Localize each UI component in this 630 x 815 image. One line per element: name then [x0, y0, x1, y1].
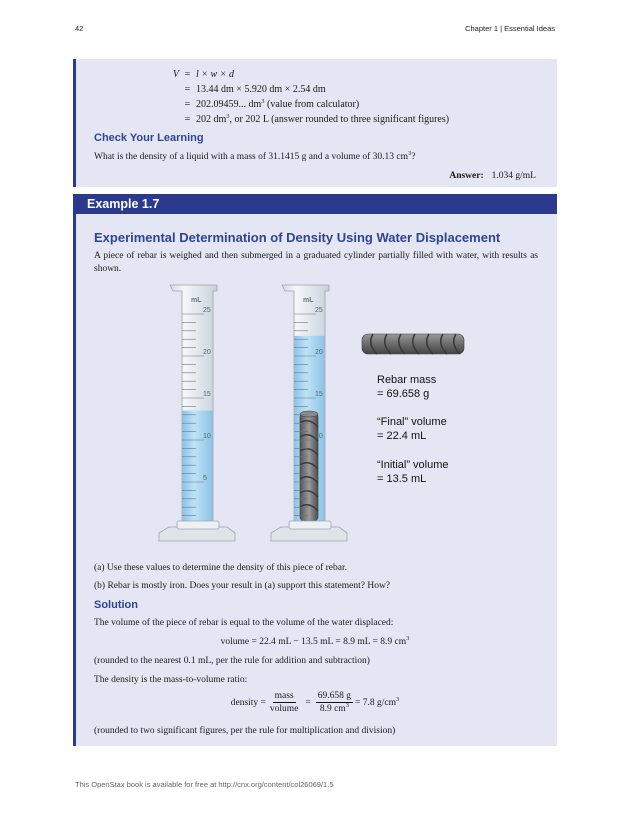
math-row	[96, 112, 449, 127]
cylinder-final	[271, 285, 347, 541]
tick-label: 10	[203, 433, 211, 440]
math-equals: =	[184, 114, 191, 125]
tick-label: 10	[315, 433, 323, 440]
final-volume-label: “Final” volume = 22.4 mL	[377, 416, 447, 442]
tick-label: 15	[315, 391, 323, 398]
math-lhs: V	[172, 69, 179, 80]
chapter-title: Chapter 1 | Essential Ideas	[465, 24, 555, 33]
example-title: Experimental Determination of Density Using Water Displacement	[94, 230, 501, 245]
unit-label: mL	[303, 297, 314, 304]
example-intro: A piece of rebar is weighed and then submerged in a graduated cylinder partially filled with water, with results as shown.	[94, 251, 538, 274]
mass-volume-fraction: $\frac{\text{mass}}{\text{volume}}$	[269, 691, 299, 714]
question-b: (b) Rebar is mostly iron. Does your result in (a) support this statement? How?	[94, 581, 391, 591]
graduated-cylinder-figure	[145, 283, 485, 555]
math-rhs: 202 $dm^3$, or 202 L (answer rounded to three significant figures)	[196, 113, 450, 125]
cylinder-initial	[159, 285, 235, 541]
tick-label: 25	[315, 307, 323, 314]
math-equals: =	[184, 99, 191, 110]
rebar-mass-label: Rebar mass = 69.658 g	[377, 374, 437, 400]
volume-calculation	[96, 67, 449, 127]
value-fraction: $\frac{69.658 g}{8.9 cm^3}$	[317, 691, 352, 714]
initial-volume-label: “Initial” volume = 13.5 mL	[377, 459, 449, 485]
footer-note: This OpenStax book is available for free at http://cnx.org/content/col26069/1.5	[75, 780, 334, 789]
math-rhs: 202.09459... $dm^3$ (value from calculator)	[196, 98, 360, 110]
submerged-rebar	[300, 411, 318, 521]
check-question: What is the density of a liquid with a mass of 31.1415 g and a volume of 30.13 $cm^3$?	[94, 150, 416, 162]
volume-equation: volume = 22.4 mL − 13.5 mL = 8.9 mL = 8.9 $cm^3$	[220, 635, 410, 647]
check-your-learning-title: Check Your Learning	[94, 132, 204, 144]
rounding-note-2: (rounded to two significant figures, per the rule for multiplication and division)	[94, 726, 396, 736]
page-number: 42	[75, 24, 84, 33]
solution-title: Solution	[94, 599, 138, 611]
rebar-sample	[362, 334, 464, 354]
tick-label: 5	[203, 475, 207, 482]
math-rhs: l × w × d	[196, 69, 234, 80]
tick-label: 25	[203, 307, 211, 314]
unit-label: mL	[191, 297, 202, 304]
tick-label: 5	[315, 475, 319, 482]
math-row	[96, 82, 449, 97]
math-equals: =	[184, 84, 191, 95]
tick-label: 20	[315, 349, 323, 356]
density-equation: density = $\frac{\text{mass}}{\text{volume}}$ = $\frac{69.658 g}{8.9 cm^3}$ = 7.8 $g/cm^3$	[230, 691, 400, 714]
tick-label: 20	[203, 349, 211, 356]
solution-text: The volume of the piece of rebar is equal to the volume of the water displaced:	[94, 618, 394, 628]
math-row	[96, 97, 449, 112]
rounding-note-1: (rounded to the nearest 0.1 mL, per the rule for addition and subtraction)	[94, 656, 370, 666]
question-a: (a) Use these values to determine the density of this piece of rebar.	[94, 563, 347, 573]
check-answer: Answer: 1.034 g/mL	[449, 171, 536, 181]
tick-label: 15	[203, 391, 211, 398]
math-equals: =	[184, 69, 191, 80]
math-row	[96, 67, 449, 82]
example-label: Example 1.7	[87, 197, 160, 211]
math-rhs: 13.44 dm × 5.920 dm × 2.54 dm	[196, 84, 326, 95]
density-intro: The density is the mass-to-volume ratio:	[94, 675, 248, 685]
water-initial	[183, 411, 213, 523]
